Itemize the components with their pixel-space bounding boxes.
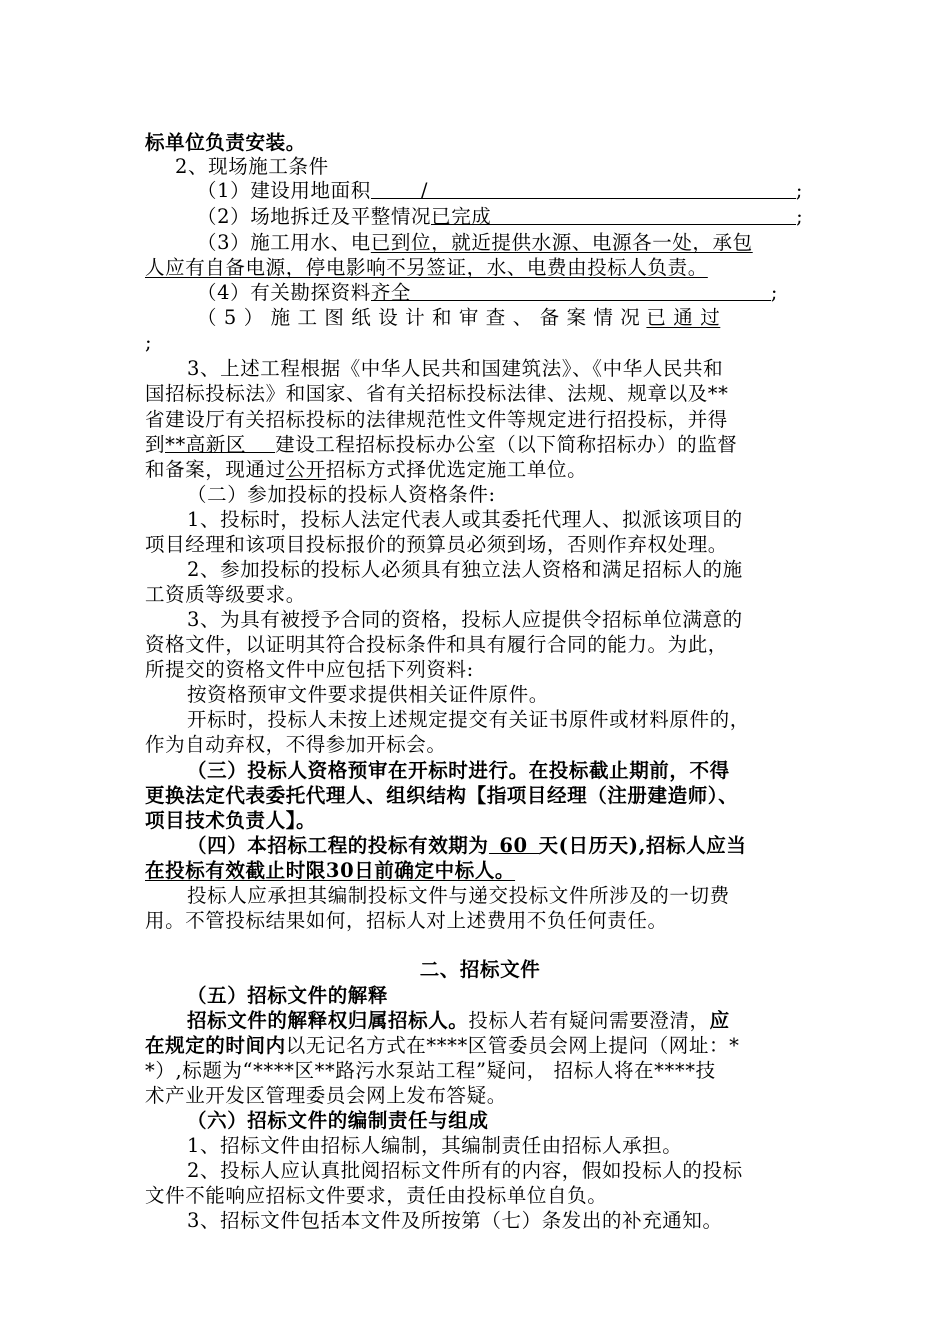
value-text: 已 通 过 [646,306,721,329]
survey-data-value [370,280,771,304]
text: 招标方式择优选定施工单位。 [325,458,588,481]
paragraph-line: 按资格预审文件要求提供相关证件原件。 [187,683,549,706]
paragraph-line: 资格文件，以证明其符合投标条件和具有履行合同的能力。为此， [145,633,728,656]
paragraph-line: 国招标投标法》和国家、省有关招标投标法律、法规、规章以及** [145,382,729,405]
paragraph-line [187,1008,730,1034]
paragraph-line: 项目经理和该项目投标报价的预算员必须到场，否则作弃权处理。 [145,533,728,556]
semicolon: ; [145,331,153,354]
site-clearance-value [431,204,796,228]
bold-paragraph-line [187,833,746,859]
text: 和备案，现通过 [145,458,286,481]
paragraph-line: 1、招标文件由招标人编制，其编制责任由招标人承担。 [187,1134,683,1157]
value-text: **高新区 [165,433,247,456]
bold-paragraph-line: 更换法定代表委托代理人、组织结构【指项目经理（注册建造师）、 [145,784,739,807]
section-heading: （二）参加投标的投标人资格条件: [187,483,496,506]
semicolon: ; [795,179,803,202]
label: （3）施工用水、电 [197,231,371,254]
paragraph-line: 开标时，投标人未按上述规定提交有关证书原件或材料原件的， [187,708,750,731]
paragraph-line: 工资质等级要求。 [145,583,306,606]
label: （2）场地拆迁及平整情况 [197,205,432,228]
bold-paragraph-line: 项目技术负责人】。 [145,809,317,832]
paragraph-line: 省建设厅有关招标投标的法律规范性文件等规定进行招投标，并得 [145,408,728,431]
paragraph-line [145,1033,739,1059]
paragraph-line: 3、为具有被授予合同的资格，投标人应提供令招标单位满意的 [187,608,743,631]
text: 应 [709,1009,730,1032]
paragraph-line: 2、参加投标的投标人必须具有独立法人资格和满足招标人的施 [187,558,743,581]
section-heading: 2、现场施工条件 [175,155,329,178]
bold-paragraph-line [145,858,515,884]
paragraph-line: 人应有自备电源，停电影响不另签证，水、电费由投标人负责。 [145,256,708,279]
paragraph-line [145,457,587,483]
text: 在规定的时间内 [145,1034,286,1057]
paragraph-line: 术产业开发区管理委员会网上发布答疑。 [145,1084,507,1107]
condition-land-area [197,178,803,204]
land-area-value [371,178,796,202]
paragraph-line: *）,标题为“****区**路污水泵站工程”疑问， 招标人将在****技 [145,1059,716,1082]
text: （四）本招标工程的投标有效期为 [187,834,489,857]
paragraph-line: 3、招标文件包括本文件及所按第（七）条发出的补充通知。 [187,1209,723,1232]
text: 投标人若有疑问需要澄清， [468,1009,710,1032]
paragraph-line: 作为自动弃权，不得参加开标会。 [145,733,447,756]
condition-water-power [197,230,753,256]
condition-drawings [197,305,720,331]
value-text: 60 [499,834,528,857]
text: 招标文件的解释权归属招标人。 [187,1009,469,1032]
paragraph-line [145,432,737,458]
paragraph-line: 3、上述工程根据《中华人民共和国建筑法》、《中华人民共和 [187,357,724,380]
paragraph-line: 标单位负责安装。 [145,131,306,154]
semicolon: ; [770,281,778,304]
bold-paragraph-line: （三）投标人资格预审在开标时进行。在投标截止期前，不得 [187,759,730,782]
paragraph-line: 2、投标人应认真批阅招标文件所有的内容，假如投标人的投标 [187,1159,743,1182]
semicolon: ; [796,205,804,228]
label: （ 5 ） 施 工 图 纸 设 计 和 审 查 、 备 案 情 况 [197,306,641,329]
section-heading: （六）招标文件的编制责任与组成 [187,1109,489,1132]
validity-days-value [489,833,539,857]
text: 以无记名方式在****区管委员会网上提问（网址：* [285,1034,740,1057]
paragraph-line: 所提交的资格文件中应包括下列资料: [145,658,474,681]
text: 天(日历天),招标人应当 [538,834,747,857]
district-value [165,432,275,456]
condition-site-clearance [197,204,803,230]
value-text: / [420,179,428,202]
paragraph-line: 投标人应承担其编制投标文件与递交投标文件所涉及的一切费 [187,884,730,907]
paragraph-line: 1、投标时，投标人法定代表人或其委托代理人、拟派该项目的 [187,508,743,531]
value-text: 已到位，就近提供水源、电源各一处，承包 [370,231,753,254]
paragraph-line: 文件不能响应招标文件要求，责任由投标单位自负。 [145,1184,608,1207]
label: （1）建设用地面积 [197,179,371,202]
value-text: 公开 [285,458,326,481]
section-heading: （五）招标文件的解释 [187,984,389,1007]
condition-survey-data [197,280,778,306]
text: 在投标有效截止时限30日前确定中标人。 [145,859,516,882]
chapter-heading: 二、招标文件 [419,958,541,981]
label: （4）有关勘探资料 [197,281,371,304]
value-text: 已完成 [431,205,492,228]
paragraph-line: 用。不管投标结果如何，招标人对上述费用不负任何责任。 [145,909,668,932]
value-text: 齐全 [370,281,412,304]
text: 建设工程招标投标办公室（以下简称招标办）的监督 [275,433,738,456]
text: 到 [145,433,166,456]
